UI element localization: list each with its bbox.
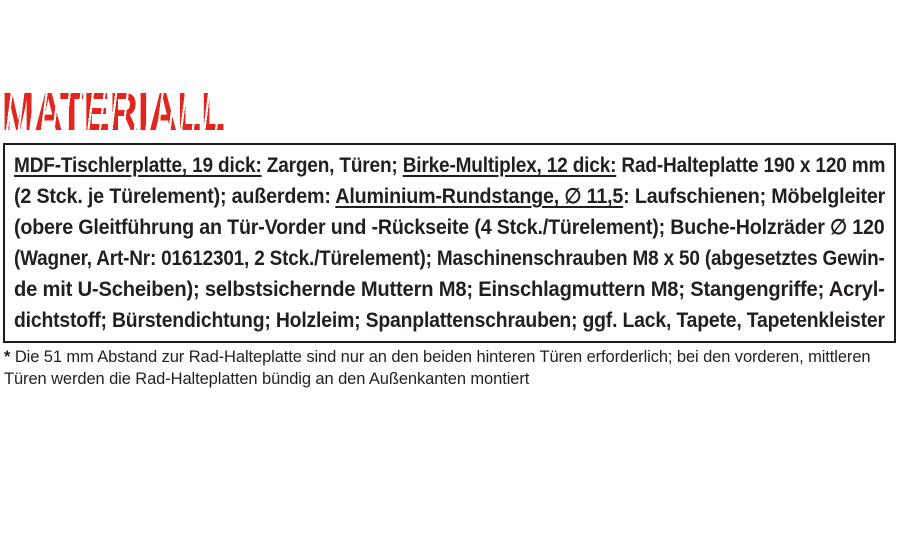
text-segment: Die 51 mm Abstand zur Rad-Halteplatte sind nur an den beiden hinteren Türen erforderlich; bei den vorderen, mittleren (14, 348, 871, 366)
page-title (2, 82, 313, 142)
text-line (14, 243, 885, 274)
page-title-text: MATERIALLISTE (2, 82, 313, 142)
text-line (4, 368, 905, 390)
text-line (14, 181, 886, 212)
text-segment: * (4, 348, 15, 366)
text-segment: : Laufschienen; Möbelgleiter (623, 185, 886, 208)
text-segment: (2 Stck. je Türelement); außerdem: (14, 185, 336, 208)
text-segment: de mit U-Scheiben); selbstsichernde Muttern M8; Einschlagmuttern M8; Stangengriffe; Acryl- (14, 278, 885, 301)
text-segment: (Wagner, Art-Nr: 01612301, 2 Stck./Türelement); Maschinenschrauben M8 x 50 (abgesetztes Gewin- (14, 247, 885, 270)
text-segment: (obere Gleitführung an Tür-Vorder und -Rückseite (4 Stck./Türelement); Buche-Holzräder ∅ 120 (14, 216, 885, 239)
text-line (14, 212, 885, 243)
material-heading: Birke-Multiplex, 12 dick: (402, 154, 617, 177)
footnote (4, 346, 905, 390)
text-segment: Türen werden die Rad-Halteplatten bündig an den Außenkanten montiert (4, 370, 530, 388)
text-line (4, 346, 905, 368)
material-heading: MDF-Tischlerplatte, 19 dick: (14, 154, 262, 177)
text-line (14, 150, 886, 181)
material-heading: Aluminium-Rundstange, ∅ 11,5 (335, 185, 624, 208)
text-segment: Zargen, Türen; (261, 154, 403, 177)
text-line (14, 274, 885, 305)
text-segment: Rad-Halteplatte 190 x 120 mm (616, 154, 886, 177)
text-line (14, 305, 885, 336)
text-segment: dichtstoff; Bürstendichtung; Holzleim; Spanplattenschrauben; ggf. Lack, Tapete, Tapetenkleister (14, 309, 885, 332)
materials-list-box (3, 143, 896, 343)
